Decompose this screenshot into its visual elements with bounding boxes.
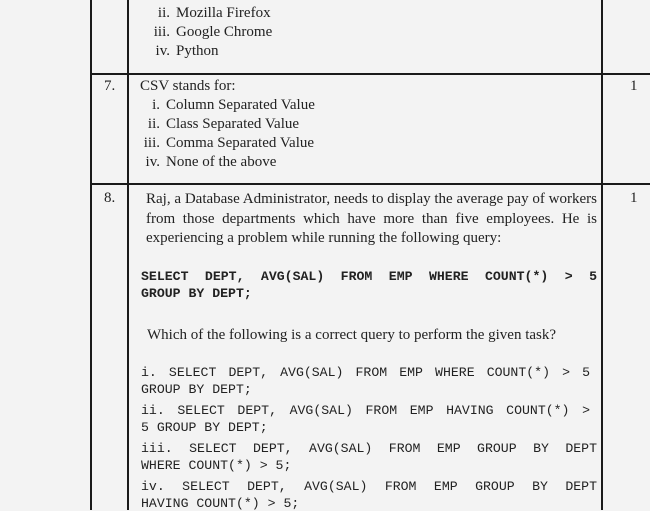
q8-number: 8. bbox=[104, 190, 116, 206]
option-text: Mozilla Firefox bbox=[176, 5, 271, 21]
option-text: Comma Separated Value bbox=[166, 135, 315, 151]
q8-intro: Raj, a Database Administrator, needs to display the average pay of workers from those departments which have more than five employees. He is experiencing a problem while running the following query: bbox=[146, 191, 597, 246]
q6-option-iv bbox=[146, 43, 219, 60]
option-text: Python bbox=[176, 43, 219, 59]
q6-option-iii bbox=[146, 24, 272, 41]
q7-question: CSV stands for: bbox=[140, 78, 236, 94]
table-border-left bbox=[90, 0, 92, 510]
q6-option-ii bbox=[146, 5, 271, 22]
q8-prompt: Which of the following is a correct query to perform the given task? bbox=[147, 327, 557, 343]
option-text: Column Separated Value bbox=[166, 97, 315, 113]
q8-option-ii-line2: 5 GROUP BY DEPT; bbox=[141, 420, 268, 435]
option-text: Google Chrome bbox=[176, 24, 273, 40]
option-numeral: ii. bbox=[147, 116, 160, 132]
option-text: Class Separated Value bbox=[166, 116, 300, 132]
option-numeral: i. bbox=[152, 97, 160, 113]
table-divider-marks bbox=[601, 0, 603, 510]
q8-option-i-line2: GROUP BY DEPT; bbox=[141, 382, 252, 397]
q8-query-line1: SELECT DEPT, AVG(SAL) FROM EMP WHERE COUNT(*) > 5 bbox=[141, 269, 597, 284]
q7-number: 7. bbox=[104, 78, 116, 94]
q8-query-line2: GROUP BY DEPT; bbox=[141, 286, 252, 301]
q8-option-iii-line1: iii. SELECT DEPT, AVG(SAL) FROM EMP GROUP BY DEPT bbox=[141, 441, 597, 456]
option-numeral: iii. bbox=[143, 135, 160, 151]
option-numeral: iv. bbox=[155, 43, 170, 59]
q8-marks: 1 bbox=[630, 190, 638, 206]
row-divider-7 bbox=[90, 73, 650, 75]
option-numeral: iii. bbox=[153, 24, 170, 40]
table-divider-number bbox=[127, 0, 129, 510]
q8-option-iv-line1: iv. SELECT DEPT, AVG(SAL) FROM EMP GROUP BY DEPT bbox=[141, 479, 597, 494]
option-text: None of the above bbox=[166, 154, 277, 170]
row-divider-8 bbox=[90, 183, 650, 185]
q8-option-ii-line1: ii. SELECT DEPT, AVG(SAL) FROM EMP HAVING COUNT(*) > bbox=[141, 403, 590, 418]
q7-option-ii bbox=[136, 116, 299, 133]
q7-option-iv bbox=[136, 154, 276, 171]
q8-option-iv-line2: HAVING COUNT(*) > 5; bbox=[141, 496, 300, 511]
q8-option-iii-line2: WHERE COUNT(*) > 5; bbox=[141, 458, 292, 473]
option-numeral: ii. bbox=[157, 5, 170, 21]
option-numeral: iv. bbox=[145, 154, 160, 170]
q7-option-i bbox=[136, 97, 315, 114]
q7-option-iii bbox=[136, 135, 314, 152]
q8-option-i-line1: i. SELECT DEPT, AVG(SAL) FROM EMP WHERE COUNT(*) > 5 bbox=[141, 365, 590, 380]
q7-marks: 1 bbox=[630, 78, 638, 94]
